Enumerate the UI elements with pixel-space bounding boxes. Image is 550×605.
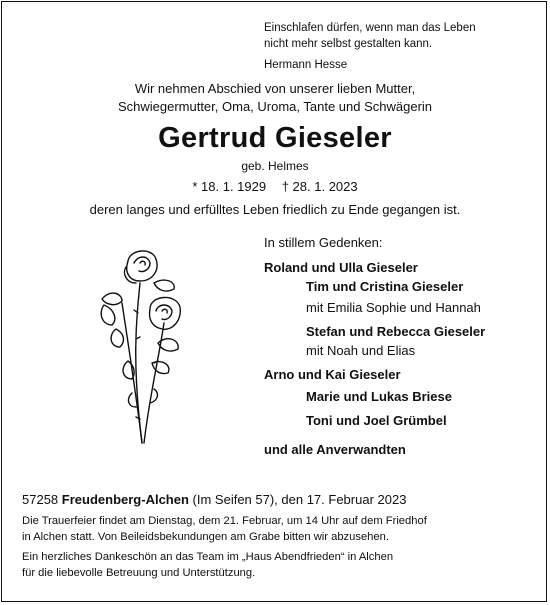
address-date: (Im Seifen 57), den 17. Februar 2023 [192,492,407,507]
quote-author: Hermann Hesse [264,59,348,71]
quote-line-1: Einschlafen dürfen, wenn man das Leben [264,22,476,34]
place-and-date [22,491,406,509]
list-item: mit Noah und Elias [306,343,416,358]
deceased-name: Gertrud Gieseler [158,122,392,154]
list-item: Arno und Kai Gieseler [264,367,401,382]
intro-line-1: Wir nehmen Abschied von unserer lieben Mutter, [134,81,416,96]
quote-line-2: nicht mehr selbst gestalten kann. [264,38,433,50]
list-item: Toni und Joel Grümbel [306,413,447,428]
death-date: † 28. 1. 2023 [281,179,358,194]
mourners-heading: In stillem Gedenken: [264,235,383,250]
list-item: Roland und Ulla Gieseler [264,260,418,275]
intro-text [0,80,550,116]
birth-date: * 18. 1. 1929 [192,179,267,194]
life-statement: deren langes und erfülltes Leben friedlich zu Ende gegangen ist. [89,202,461,217]
town: Freudenberg-Alchen [61,492,189,507]
quote-block [264,20,476,73]
thanks-line-1: Ein herzliches Dankeschön an das Team im „Haus Abendfrieden“ in Alchen [22,551,394,563]
thanks-line-2: für die liebevolle Betreuung und Unterstützung. [22,566,256,579]
rose-icon [92,243,192,453]
postcode: 57258 [22,492,59,507]
intro-line-2: Schwiegermutter, Oma, Uroma, Tante und Schwägerin [117,99,433,114]
funeral-note-line-1: Die Trauerfeier findet am Dienstag, dem 21. Februar, um 14 Uhr auf dem Friedhof [22,515,427,527]
list-item: Tim und Cristina Gieseler [306,279,464,294]
list-item: Marie und Lukas Briese [306,389,452,404]
life-dates [0,178,550,196]
list-item: und alle Anverwandten [264,442,406,457]
list-item: Stefan und Rebecca Gieseler [306,324,486,339]
born-name: geb. Helmes [241,159,309,173]
funeral-notes [22,514,527,581]
list-item: mit Emilia Sophie und Hannah [306,300,481,315]
funeral-note-line-2: in Alchen statt. Von Beileidsbekundungen am Grabe bitten wir abzusehen. [22,530,389,543]
